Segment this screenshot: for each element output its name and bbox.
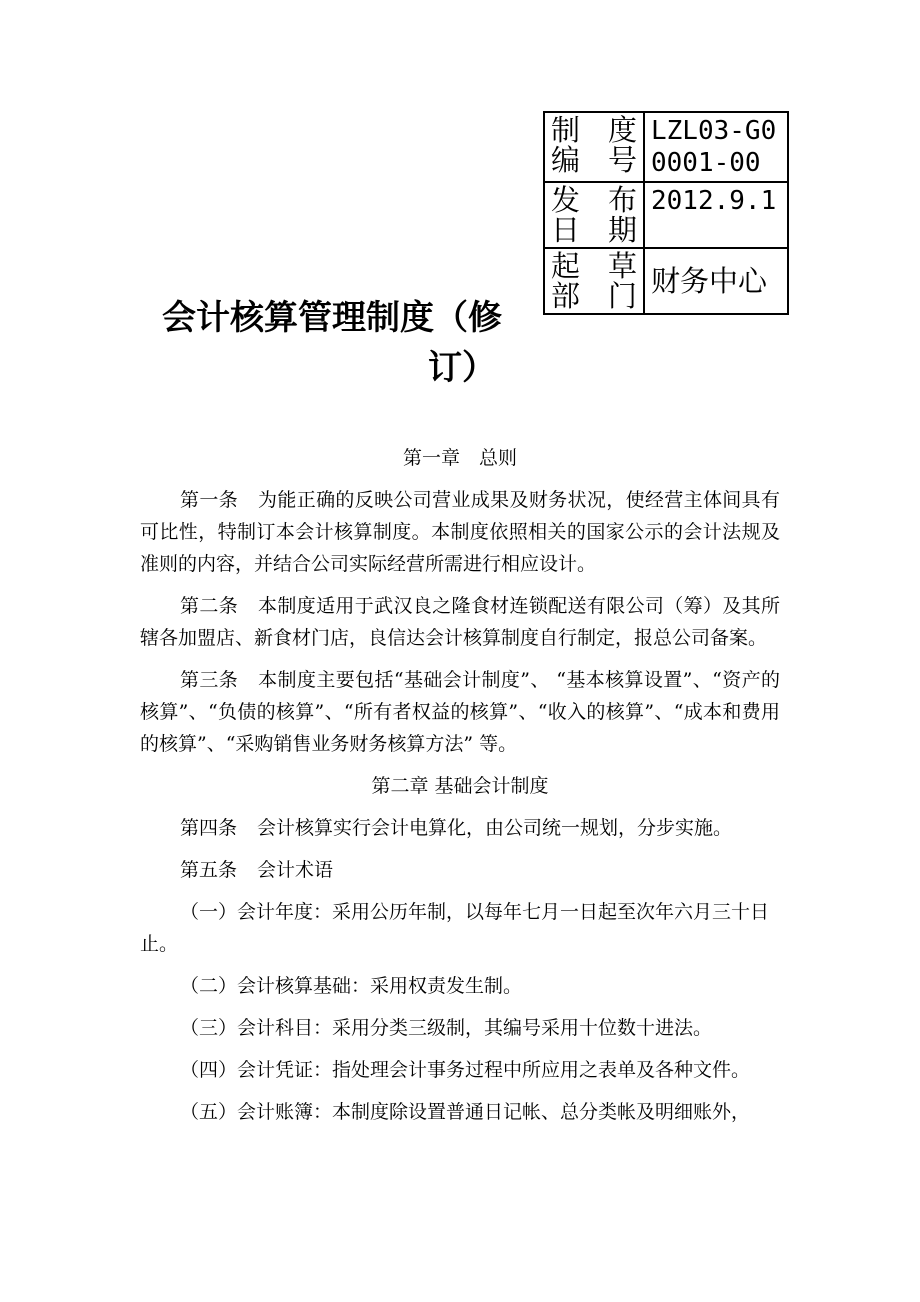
article-label: 第一条 [180, 489, 239, 511]
article [140, 854, 780, 886]
article-label: 第三条 [180, 669, 239, 691]
table-row [544, 182, 788, 248]
article [140, 484, 780, 580]
article-text: 本制度适用于武汉良之隆食材连锁配送有限公司（筹）及其所辖各加盟店、新食材门店，良信达会计核算制度自行制定，报总公司备案。 [140, 595, 780, 649]
doc-number-value: LZL03-G00001-00 [644, 112, 788, 182]
article-label: 第五条 [180, 859, 238, 881]
table-row [544, 248, 788, 314]
chapter-heading: 第一章 总则 [402, 447, 517, 469]
term-item: （四）会计凭证：指处理会计事务过程中所应用之表单及各种文件。 [180, 1059, 751, 1081]
document-body [140, 442, 780, 1138]
doc-number-label: 制度编号 [544, 112, 644, 182]
article-text: 会计核算实行会计电算化，由公司统一规划，分步实施。 [257, 817, 733, 839]
article [140, 812, 780, 844]
chapter-heading: 第二章 基础会计制度 [371, 775, 549, 797]
term-item: （二）会计核算基础：采用权责发生制。 [180, 975, 523, 997]
article-text: 本制度主要包括“基础会计制度”、 “基本核算设置”、“资产的核算”、“负债的核算”、“所有者权益的核算”、“收入的核算”、“成本和费用的核算”、“采购销售业务财务核算方法” 等。 [140, 669, 780, 755]
article [140, 664, 780, 760]
term-item: （一）会计年度：采用公历年制，以每年七月一日起至次年六月三十日止。 [140, 901, 770, 955]
drafting-dept-value: 财务中心 [644, 248, 788, 314]
term-item: （五）会计账簿：本制度除设置普通日记帐、总分类帐及明细账外， [180, 1101, 751, 1123]
document-info-table [543, 111, 789, 315]
drafting-dept-label: 起草部门 [544, 248, 644, 314]
table-row [544, 112, 788, 182]
article-text: 为能正确的反映公司营业成果及财务状况，使经营主体间具有可比性，特制订本会计核算制度。本制度依照相关的国家公示的会计法规及准则的内容，并结合公司实际经营所需进行相应设计。 [140, 489, 780, 575]
article [140, 590, 780, 654]
document-title-continued: 订） [428, 348, 496, 388]
article-label: 第二条 [180, 595, 239, 617]
publish-date-label: 发布日期 [544, 182, 644, 248]
publish-date-value: 2012.9.1 [644, 182, 788, 248]
article-text: 会计术语 [257, 859, 334, 881]
term-item: （三）会计科目：采用分类三级制，其编号采用十位数十进法。 [180, 1017, 713, 1039]
article-label: 第四条 [180, 817, 238, 839]
document-title: 会计核算管理制度（修 [162, 298, 502, 338]
